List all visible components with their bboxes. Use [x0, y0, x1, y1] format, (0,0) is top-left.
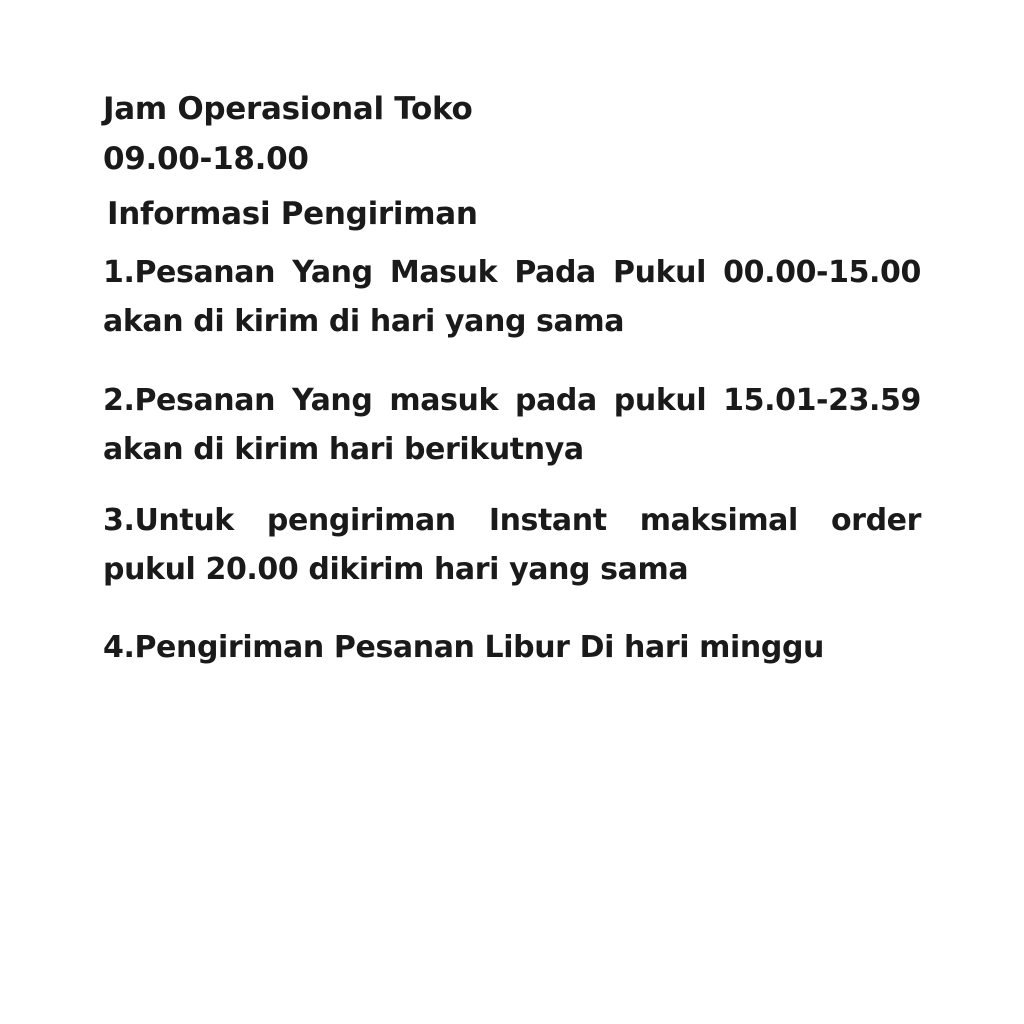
shipping-notice: [103, 84, 921, 672]
store-hours-value: 09.00-18.00: [103, 141, 309, 177]
shipping-rule-instant: 3.Untuk pengiriman Instant maksimal order pukul 20.00 dikirim hari yang sama: [103, 503, 921, 587]
shipping-rule-sunday-off: 4.Pengiriman Pesanan Libur Di hari minggu: [103, 630, 824, 665]
shipping-rules-list: [103, 248, 921, 672]
store-hours-title: Jam Operasional Toko: [103, 91, 473, 127]
shipping-rule-same-day: 1.Pesanan Yang Masuk Pada Pukul 00.00-15.00 akan di kirim di hari yang sama: [103, 255, 921, 339]
shipping-info-heading: Informasi Pengiriman: [107, 196, 478, 232]
shipping-rule-next-day: 2.Pesanan Yang masuk pada pukul 15.01-23.59 akan di kirim hari berikutnya: [103, 383, 921, 467]
